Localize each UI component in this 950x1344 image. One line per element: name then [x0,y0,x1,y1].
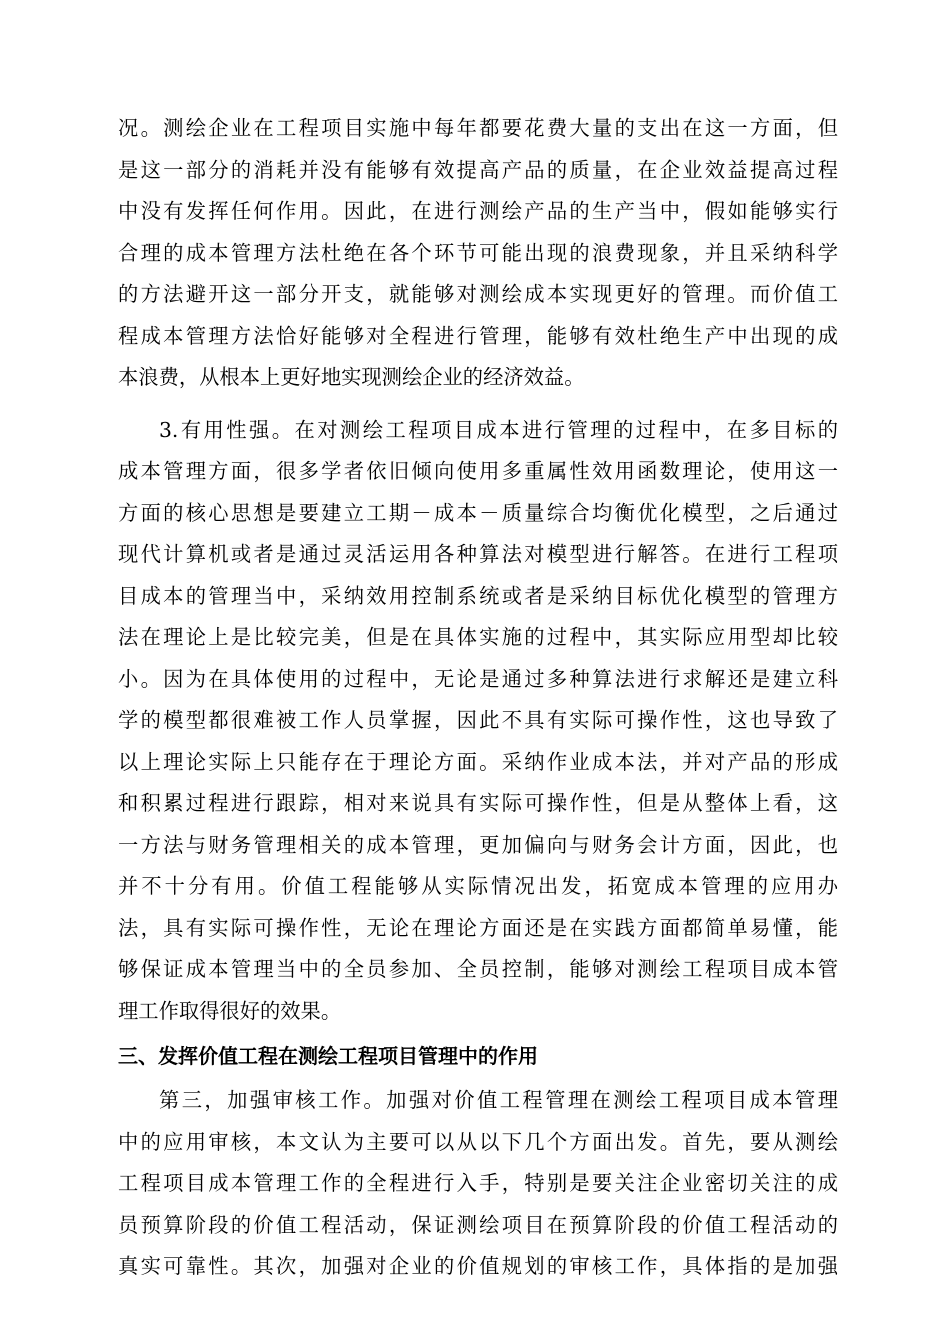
paragraph-2 [118,410,838,1033]
paragraph-line: 方面的核心思想是要建立工期－成本－质量综合均衡优化模型，之后通过 [118,500,838,525]
paragraph-spacer [118,399,838,410]
paragraph-line: 3.有用性强。在对测绘工程项目成本进行管理的过程中，在多目标的 [159,417,838,442]
paragraph-line: 并不十分有用。价值工程能够从实际情况出发，拓宽成本管理的应用办 [118,874,838,898]
paragraph-line: 和积累过程进行跟踪，相对来说具有实际可操作性，但是从整体上看，这 [118,791,838,815]
paragraph-line: 一方法与财务管理相关的成本管理，更加偏向与财务会计方面，因此，也 [118,832,838,857]
paragraph-line: 中没有发挥任何作用。因此，在进行测绘产品的生产当中，假如能够实行 [118,199,838,223]
paragraph-line: 第三，加强审核工作。加强对价值工程管理在测绘工程项目成本管理 [159,1088,838,1112]
paragraph-line: 员预算阶段的价值工程活动，保证测绘项目在预算阶段的价值工程活动的 [118,1212,838,1237]
paragraph-line: 以上理论实际上只能存在于理论方面。采纳作业成本法，并对产品的形成 [118,749,838,774]
paragraph-line: 本浪费，从根本上更好地实现测绘企业的经济效益。 [118,365,585,389]
paragraph-line: 目成本的管理当中，采纳效用控制系统或者是采纳目标优化模型的管理方 [118,583,838,608]
paragraph-3 [118,1080,838,1288]
paragraph-line: 小。因为在具体使用的过程中，无论是通过多种算法进行求解还是建立科 [118,666,838,691]
paragraph-line: 学的模型都很难被工作人员掌握，因此不具有实际可操作性，这也导致了 [118,708,838,732]
paragraph-line: 程成本管理方法恰好能够对全程进行管理，能够有效杜绝生产中出现的成 [118,323,838,348]
paragraph-line: 真实可靠性。其次，加强对企业的价值规划的审核工作，具体指的是加强 [118,1254,838,1278]
paragraph-line: 够保证成本管理当中的全员参加、全员控制，能够对测绘工程项目成本管 [118,957,838,981]
document-page [118,108,838,1288]
paragraph-line: 况。测绘企业在工程项目实施中每年都要花费大量的支出在这一方面，但 [118,116,838,140]
paragraph-line: 法，具有实际可操作性，无论在理论方面还是在实践方面都简单易懂，能 [118,915,838,940]
paragraph-line: 合理的成本管理方法杜绝在各个环节可能出现的浪费现象，并且采纳科学 [118,240,838,265]
paragraph-line: 是这一部分的消耗并没有能够有效提高产品的质量，在企业效益提高过程 [118,157,838,182]
paragraph-line: 成本管理方面，很多学者依旧倾向使用多重属性效用函数理论，使用这一 [118,459,838,483]
paragraph-line: 工程项目成本管理工作的全程进行入手，特别是要关注企业密切关注的成 [118,1171,838,1195]
paragraph-line: 的方法避开这一部分开支，就能够对测绘成本实现更好的管理。而价值工 [118,282,838,306]
paragraph-line: 法在理论上是比较完美，但是在具体实施的过程中，其实际应用型却比较 [118,625,838,649]
paragraph-line: 现代计算机或者是通过灵活运用各种算法对模型进行解答。在进行工程项 [118,542,838,566]
paragraph-1 [118,108,838,399]
paragraph-line: 理工作取得很好的效果。 [118,998,342,1023]
section-heading: 三、发挥价值工程在测绘工程项目管理中的作用 [118,1044,538,1068]
paragraph-line: 中的应用审核，本文认为主要可以从以下几个方面出发。首先，要从测绘 [118,1129,838,1154]
